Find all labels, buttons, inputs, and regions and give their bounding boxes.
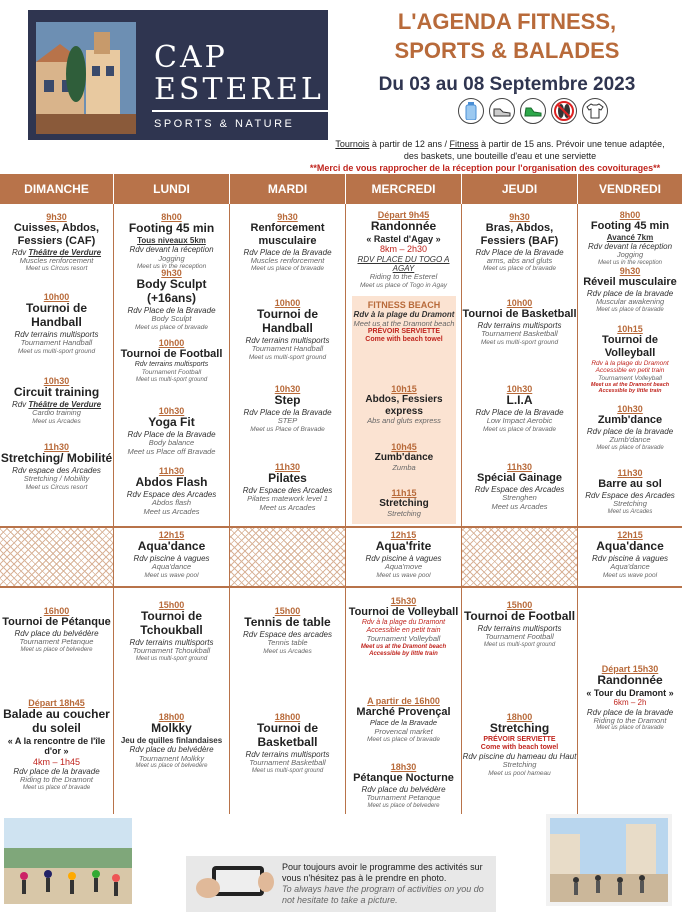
day-header-jeudi: JEUDI: [462, 174, 578, 204]
activity-special-gainage: 11h30 Spécial Gainage Rdv Espace des Arcades Strenghen Meet us Arcades: [474, 462, 565, 511]
logo-esterel-text: ESTEREL: [154, 72, 324, 107]
day-header-mercredi: MERCREDI: [346, 174, 462, 204]
activity-petanque-nocturne: 18h30 Pétanque Nocturne Rdv place du belvédère Tournament Petanque Meet us place of belvedere: [353, 762, 454, 809]
activity-tchoukball: 15h00 Tournoi de Tchoukball Rdv terrains multisports Tournament Tchoukball Meet us multi-sport ground: [129, 600, 214, 662]
activity-football-jeudi: 15h00 Tournoi de Football Rdv terrains multisports Tournament Football Meet us multi-sport ground: [463, 600, 576, 648]
agenda-title-line1: L'AGENDA FITNESS,: [397, 9, 617, 34]
activity-molkky: 18h00 Molkky Jeu de quilles finlandaises Rdv place du belvédère Tournament Molkky Meet us place of belvedere: [120, 712, 223, 770]
activity-marche-provencal: A partir de 16h00 Marché Provençal Place de la Bravade Provencal market Meet us place of bravade: [356, 696, 451, 744]
activity-circuit-training: 10h30 Circuit training Rdv Théâtre de Verdure Cardio training Meet us Arcades: [11, 376, 102, 425]
fitness-beach-header: FITNESS BEACH Rdv à la plage du Dramont Meet us at the Dramont beach PRÉVOIR SERVIETTE Come with beach towel: [353, 300, 455, 344]
activity-pilates: 11h30 Pilates Rdv Espace des Arcades Pilates matework level 1 Meet us Arcades: [242, 462, 333, 512]
activity-basketball-jeudi: 10h00 Tournoi de Basketball Rdv terrains multisports Tournament Basketball Meet us multi-sport ground: [462, 298, 577, 346]
activity-tennis-table: 15h00 Tennis de table Rdv Espace des arcades Tennis table Meet us Arcades: [243, 606, 332, 655]
agenda-dates: Du 03 au 08 Septembre 2023: [378, 74, 636, 95]
carpool-note: **Merci de vous rapprocher de la réception pour l'organisation des covoiturages**: [309, 163, 661, 173]
activity-reveil-musculaire: 9h30 Réveil musculaire Rdv place de la bravade Muscular awakening Meet us place of bravade: [583, 266, 677, 313]
no-sandals-icon: [551, 98, 577, 124]
noon-column-mercredi: [346, 528, 462, 586]
activity-barre-au-sol: 11h30 Barre au sol Rdv Espace des Arcades Stretching Meet us Arcades: [585, 468, 675, 515]
sneaker-icon: [489, 98, 515, 124]
activity-volleyball-vendredi: 10h15 Tournoi de Volleyball Rdv à la plage du Dramont Accessible en petit train Tournament Volleyball Meet us at the Dramont beach Accessible by little train: [590, 324, 670, 395]
noon-empty-dimanche: [0, 528, 114, 586]
fitness-beach-block: [352, 296, 456, 524]
equipment-icons: [458, 98, 608, 124]
water-bottle-icon: [458, 98, 484, 124]
afternoon-column-mardi: [230, 588, 346, 814]
activity-footing-lundi: 8h00 Footing 45 min Tous niveaux 5km Rdv devant la réception Jogging Meet us in the reception: [128, 212, 215, 271]
activity-randonnee-rastel: Départ 9h45 Randonnée « Rastel d'Agay » 8km – 2h30 RDV PLACE DU TOGO A AGAY Riding to the Esterel Meet us place of Togo in Agay: [357, 210, 450, 289]
photo-reminder-text: [282, 862, 492, 906]
activity-football-lundi: 10h00 Tournoi de Football Rdv terrains multisports Tournament Football Meet us multi-sport ground: [120, 338, 223, 383]
activity-zumbdance-beach: 10h45 Zumb'dance Zumba: [374, 442, 434, 472]
fitness-label: Fitness: [449, 139, 479, 149]
logo-divider: [152, 110, 332, 112]
activity-stretching-mobilite: 11h30 Stretching/ Mobilité Rdv espace des Arcades Stretching / Mobility Meet us Circus resort: [0, 442, 113, 491]
day-header-lundi: LUNDI: [114, 174, 230, 204]
activity-step: 10h30 Step Rdv Place de la Bravade STEP Meet us Place of Bravade: [243, 384, 332, 433]
green-shoe-icon: [520, 98, 546, 124]
logo-cap-text: CAP: [154, 40, 228, 75]
activity-renforcement: 9h30 Renforcement musculaire Rdv Place de la Bravade Muscles renforcement Meet us place of bravade: [243, 212, 332, 273]
tournois-label: Tournois: [335, 139, 370, 149]
activity-petanque-dimanche: 16h00 Tournoi de Pétanque Rdv place du belvédère Tournament Petanque Meet us place of belvedere: [2, 606, 111, 653]
afternoon-column-lundi: [114, 588, 230, 814]
agenda-title-line2: SPORTS & BALADES: [394, 38, 620, 63]
activity-stretching-jeudi: 18h00 Stretching PRÉVOIR SERVIETTE Come with beach towel Rdv piscine du hameau du Haut Stretching Meet us pool hameau: [462, 712, 577, 778]
day-header-row: [0, 174, 682, 204]
village-illustration: [36, 22, 136, 134]
activity-baf: 9h30 Bras, Abdos, Fessiers (BAF) Rdv Place de la Bravade arms, abs and gluts Meet us place of bravade: [475, 212, 564, 273]
day-header-mardi: MARDI: [230, 174, 346, 204]
activity-yoga-fit: 10h30 Yoga Fit Rdv Place de la Bravade Body balance Meet us Place off Bravade: [127, 406, 216, 456]
activity-abdos-fessiers-express: 10h15 Abdos, Fessiers express Abs and gluts express: [365, 384, 443, 426]
morning-column-mardi: [230, 204, 346, 526]
morning-column-lundi: [114, 204, 230, 526]
photo-reminder-en: To always have the program of activities on you do not hesitate to take a picture.: [282, 884, 484, 905]
morning-column-jeudi: [462, 204, 578, 526]
activity-caf: 9h30 Cuisses, Abdos, Fessiers (CAF) Rdv Théâtre de Verdure Muscles renforcement Meet us Circus resort: [11, 212, 102, 273]
day-header-vendredi: VENDREDI: [578, 174, 682, 204]
activity-basketball-mardi: 18h00 Tournoi de Basketball Rdv terrains multisports Tournament Basketball Meet us multi-sport ground: [245, 712, 330, 774]
activity-abdos-flash: 11h30 Abdos Flash Rdv Espace des Arcades Abdos flash Meet us Arcades: [126, 466, 217, 516]
afternoon-column-jeudi: [462, 588, 578, 814]
noon-empty-jeudi: [462, 528, 578, 586]
phone-camera-icon: [194, 862, 274, 906]
noon-column-lundi: [114, 528, 230, 586]
afternoon-column-mercredi: [346, 588, 462, 814]
tshirt-icon: [582, 98, 608, 124]
photo-reminder-box: [186, 856, 496, 912]
activity-lia: 10h30 L.I.A Rdv Place de la Bravade Low Impact Aerobic Meet us place of bravade: [475, 384, 564, 433]
activity-aquafrite: 12h15 Aqua'frite Rdv piscine à vagues Aqua'move Meet us wave pool: [365, 530, 442, 579]
afternoon-column-vendredi: [578, 588, 682, 814]
day-header-dimanche: DIMANCHE: [0, 174, 114, 204]
activity-body-sculpt: 9h30 Body Sculpt (+16ans) Rdv Place de la Bravade Body Sculpt Meet us place of bravade: [127, 268, 216, 331]
activity-footing-vendredi: 8h00 Footing 45 min Avancé 7km Rdv devant la réception Jogging Meet us in the reception: [587, 210, 673, 266]
outdoor-class-photo: [546, 814, 672, 906]
schedule-grid: [0, 174, 682, 204]
activity-zumbdance-vendredi: 10h30 Zumb'dance Rdv place de la bravade Zumb'dance Meet us place of bravade: [586, 404, 674, 451]
photo-reminder-fr: Pour toujours avoir le programme des activités sur vous n'hésitez pas à le prendre en photo.: [282, 862, 483, 883]
morning-column-vendredi: [578, 204, 682, 526]
activity-handball-mardi: 10h00 Tournoi de Handball Rdv terrains multisports Tournament Handball Meet us multi-sport ground: [245, 298, 330, 361]
logo-tagline: SPORTS & NATURE: [154, 118, 295, 130]
morning-column-dimanche: [0, 204, 114, 526]
activity-randonnee-dramont: Départ 15h30 Randonnée « Tour du Dramont » 6km – 2h Rdv place de la bravade Riding to the Dramont Meet us place of bravade: [586, 664, 674, 732]
activity-volleyball-mercredi: 15h30 Tournoi de Volleyball Rdv à la plage du Dramont Accessible en petit train Tournament Volleyball Meet us at the Dramont beach Accessible by little train: [348, 596, 459, 657]
activity-aquadance-lundi: 12h15 Aqua'dance Rdv piscine à vagues Aqua'dance Meet us wave pool: [133, 530, 210, 579]
age-requirements-note: Tournois à partir de 12 ans / Fitness à partir de 15 ans. Prévoir une tenue adaptée, des baskets, une bouteille d'eau et une serviette: [335, 139, 665, 161]
group-fitness-photo: [4, 818, 132, 904]
activity-handball: 10h00 Tournoi de Handball Rdv terrains multisports Tournament Handball Meet us multi-sport ground: [14, 292, 99, 355]
noon-empty-mardi: [230, 528, 346, 586]
activity-balade-coucher-soleil: Départ 18h45 Balade au coucher du soleil « A la rencontre de l'île d'or » 4km – 1h45 Rdv place de la bravade Riding to the Dramont Meet us place of bravade: [3, 698, 110, 791]
noon-column-vendredi: [578, 528, 682, 586]
activity-aquadance-vendredi: 12h15 Aqua'dance Rdv piscine à vagues Aqua'dance Meet us wave pool: [591, 530, 669, 579]
cap-esterel-logo: [28, 10, 328, 140]
afternoon-column-dimanche: [0, 588, 114, 814]
activity-stretching-beach: 11h15 Stretching Stretching: [379, 488, 429, 518]
